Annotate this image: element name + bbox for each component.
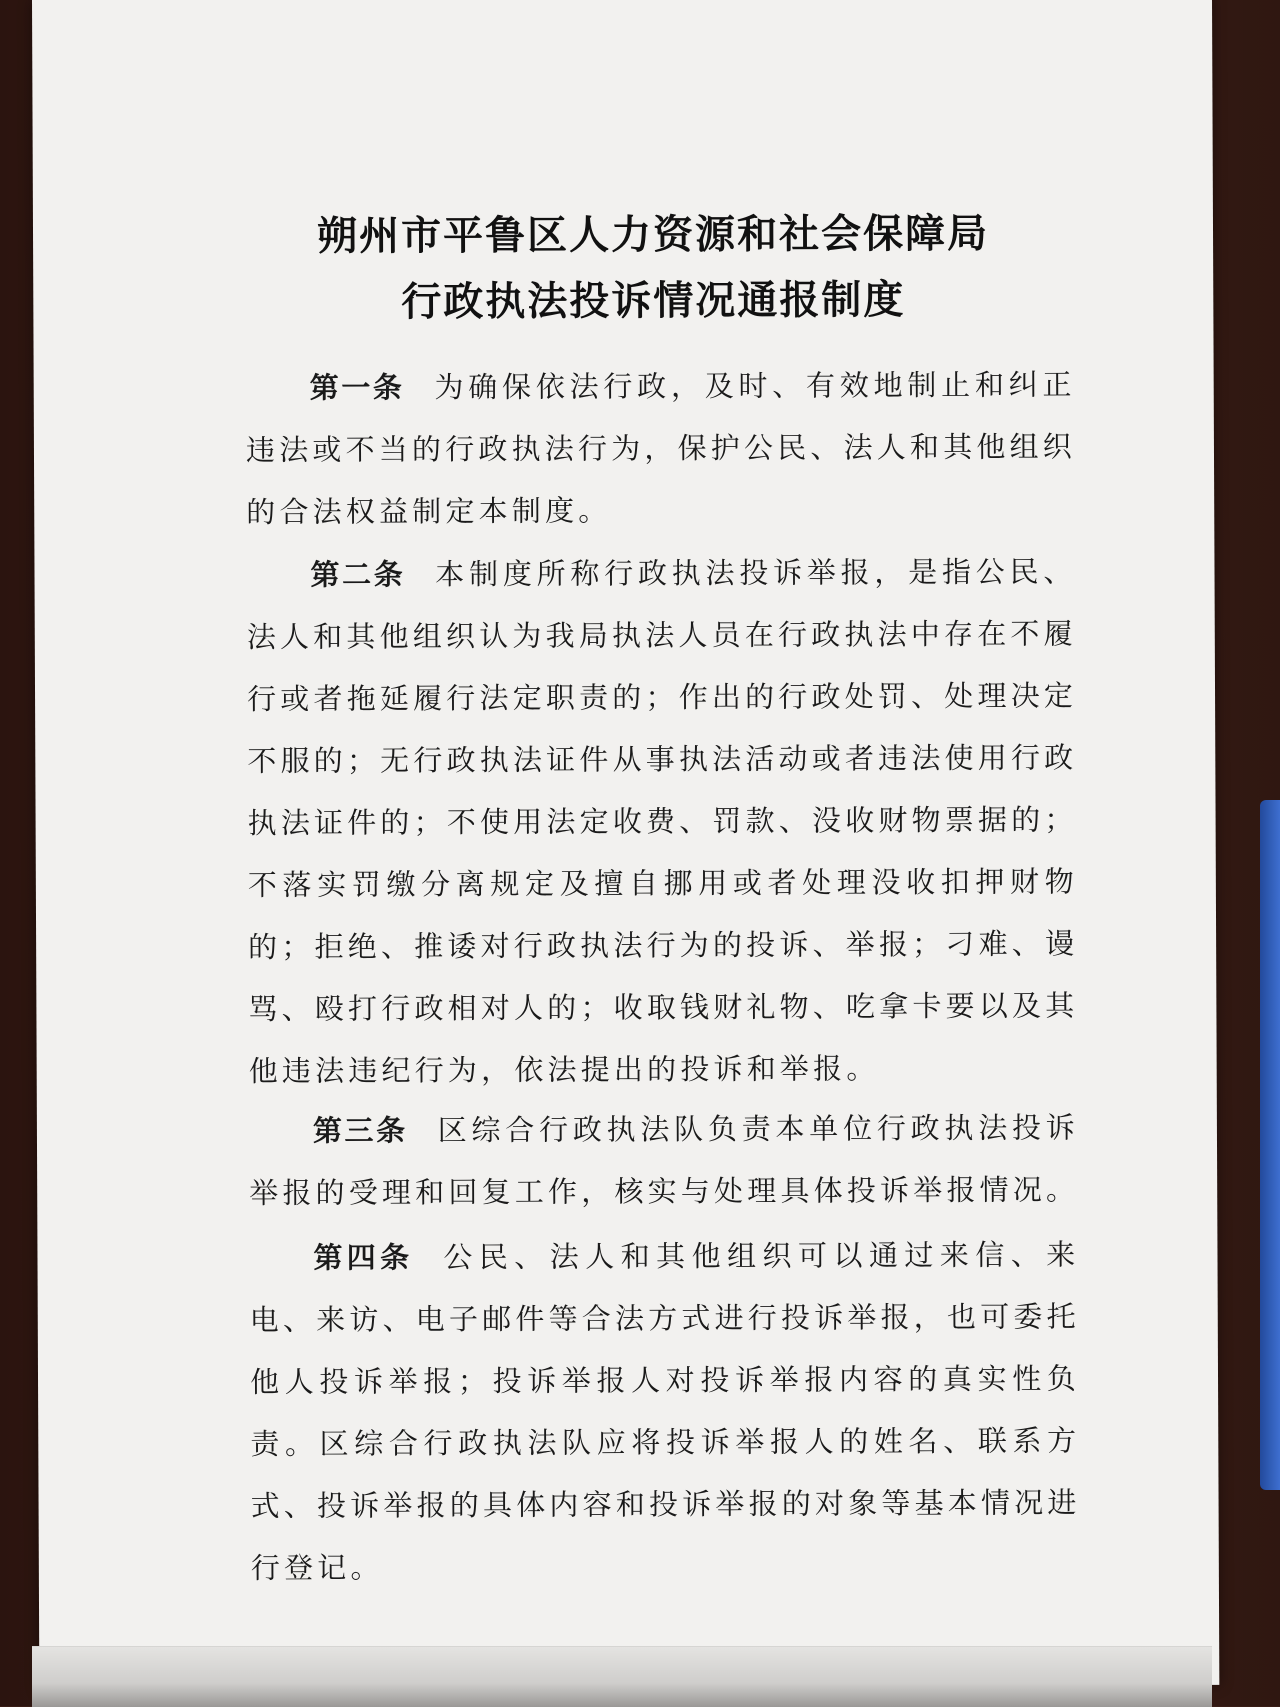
article-2 <box>246 540 1078 1102</box>
blue-object <box>1260 800 1280 1490</box>
article-label: 第二条 <box>310 557 406 592</box>
article-text: 区综合行政执法队负责本单位行政执法投诉举报的受理和回复工作，核实与处理具体投诉举报情况。 <box>249 1110 1080 1211</box>
article-3 <box>249 1096 1080 1224</box>
article-label: 第三条 <box>312 1113 408 1148</box>
article-label: 第一条 <box>309 370 405 405</box>
article-1 <box>246 353 1077 543</box>
article-text: 为确保依法行政，及时、有效地制止和纠正违法或不当的行政执法行为，保护公民、法人和其他组织的合法权益制定本制度。 <box>245 367 1077 530</box>
document-title-line1: 朔州市平鲁区人力资源和社会保障局 <box>316 209 990 260</box>
article-4 <box>249 1223 1081 1599</box>
article-text: 本制度所称行政执法投诉举报，是指公民、法人和其他组织认为我局执法人员在行政执法中存在不履行或者拖延履行法定职责的；作出的行政处罚、处理决定不服的；无行政执法证件从事执法活动或者违法使用行政执法证件的；不使用法定收费、罚款、没收财物票据的；不落实罚缴分离规定及擅自挪用或者处理没收扣押财物的；拒绝、推诿对行政执法行为的投诉、举报；刁难、谩骂、殴打行政相对人的；收取钱财礼物、吃拿卡要以及其他违法违纪行为，依法提出的投诉和举报。 <box>246 554 1079 1089</box>
document-title-line2: 行政执法投诉情况通报制度 <box>401 276 906 326</box>
paper-stack-edge <box>32 1646 1212 1707</box>
article-label: 第四条 <box>313 1240 414 1275</box>
document-page <box>32 0 1219 1690</box>
article-text: 公民、法人和其他组织可以通过来信、来电、来访、电子邮件等合法方式进行投诉举报，也可委托他人投诉举报；投诉举报人对投诉举报内容的真实性负责。区综合行政执法队应将投诉举报人的姓名、联系方式、投诉举报的具体内容和投诉举报的对象等基本情况进行登记。 <box>249 1237 1081 1586</box>
